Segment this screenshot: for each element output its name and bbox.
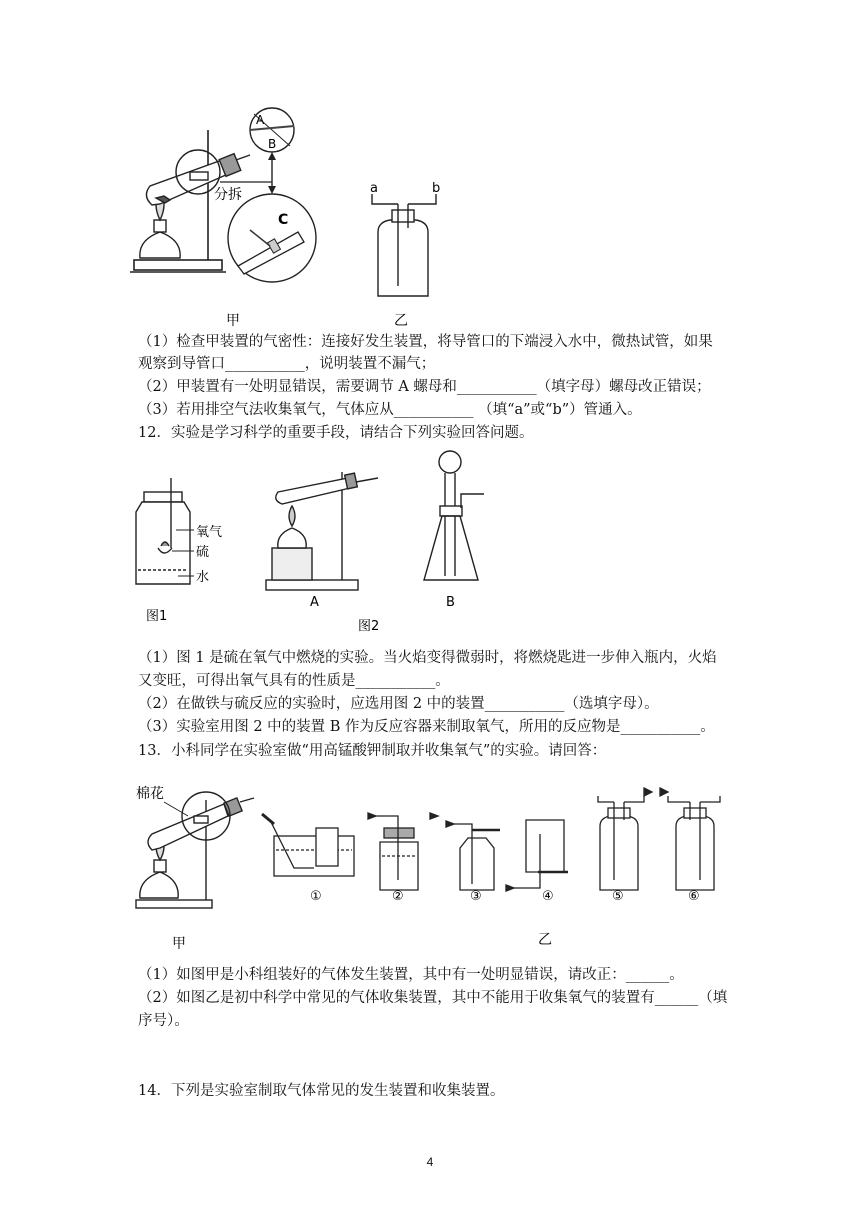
q12-part2: （2）在做铁与硫反应的实验时，应选用图 2 中的装置___________（选填字母）。 xyxy=(138,696,659,712)
collector-6 xyxy=(660,788,720,890)
option-4: ④ xyxy=(542,889,554,904)
port-a-label: a xyxy=(370,181,378,196)
label-sulfur: 硫 xyxy=(196,545,210,560)
collector-5 xyxy=(598,788,652,890)
option-1: ① xyxy=(310,889,322,904)
gas-bottle-yi xyxy=(372,194,436,296)
disassemble-label: 分拆 xyxy=(214,187,242,203)
callout-ab xyxy=(250,108,294,152)
q12-figure xyxy=(128,448,508,638)
label-cotton: 棉花 xyxy=(136,786,164,802)
fig2-label-a: A xyxy=(310,595,319,610)
option-3: ③ xyxy=(470,889,482,904)
collector-3 xyxy=(446,821,500,890)
q12-part3: （3）实验室用图 2 中的装置 B 作为反应容器来制取氧气，所用的反应物是___________。 xyxy=(138,719,715,735)
q13-figure xyxy=(128,772,728,954)
callout-c-label: C xyxy=(278,212,289,228)
q12-part1-line1: （1）图 1 是硫在氧气中燃烧的实验。当火焰变得微弱时，将燃烧匙进一步伸入瓶内，火焰 xyxy=(138,650,717,666)
q12-stem: 12．实验是学习科学的重要手段，请结合下列实验回答问题。 xyxy=(138,425,534,441)
q12-part1-line2: 又变旺，可得出氧气具有的性质是___________。 xyxy=(138,673,450,689)
collector-2 xyxy=(368,813,438,890)
q11-part2: （2）甲装置有一处明显错误，需要调节 A 螺母和___________（填字母）螺母改正错误； xyxy=(138,379,711,395)
port-b-label: b xyxy=(432,181,441,196)
q13-part1: （1）如图甲是小科组装好的气体发生装置，其中有一处明显错误，请改正：______。 xyxy=(138,967,684,983)
label-water: 水 xyxy=(196,570,210,585)
combustion-bottle xyxy=(136,478,190,584)
option-5: ⑤ xyxy=(612,889,624,904)
q14-stem: 14．下列是实验室制取气体常见的发生装置和收集装置。 xyxy=(138,1083,505,1099)
page-number: 4 xyxy=(426,1155,434,1169)
label-oxygen: 氧气 xyxy=(196,525,223,540)
option-6: ⑥ xyxy=(688,889,700,904)
label-yi-13: 乙 xyxy=(538,932,552,948)
fig2-label-b: B xyxy=(446,595,455,610)
q11-figure xyxy=(120,100,480,335)
label-jia-13: 甲 xyxy=(172,936,186,952)
q13-stem: 13．小科同学在实验室做“用高锰酸钾制取并收集氧气”的实验。请回答： xyxy=(138,743,607,759)
collector-4 xyxy=(506,820,568,891)
label-jia: 甲 xyxy=(226,313,240,329)
q11-part3: （3）若用排空气法收集氧气，气体应从___________ （填“a”或“b”）管通入。 xyxy=(138,402,642,418)
option-2: ② xyxy=(392,889,404,904)
q13-part2-line2: 序号）。 xyxy=(138,1013,189,1029)
callout-a-label: A xyxy=(256,113,265,127)
apparatus-a xyxy=(266,472,378,590)
apparatus-b xyxy=(424,451,484,580)
q11-part1-line2: 观察到导管口___________，说明装置不漏气； xyxy=(138,356,436,372)
fig2-caption: 图2 xyxy=(358,619,380,634)
fig1-caption: 图1 xyxy=(146,609,168,624)
label-yi: 乙 xyxy=(394,313,408,329)
callout-c xyxy=(228,194,316,282)
generator-apparatus xyxy=(136,792,254,908)
collector-1 xyxy=(262,814,354,876)
callout-b-label: B xyxy=(268,137,277,151)
q11-part1-line1: （1）检查甲装置的气密性：连接好发生装置，将导管口的下端浸入水中，微热试管，如果 xyxy=(138,334,713,350)
q13-part2-line1: （2）如图乙是初中科学中常见的气体收集装置，其中不能用于收集氧气的装置有______（填 xyxy=(138,990,728,1006)
